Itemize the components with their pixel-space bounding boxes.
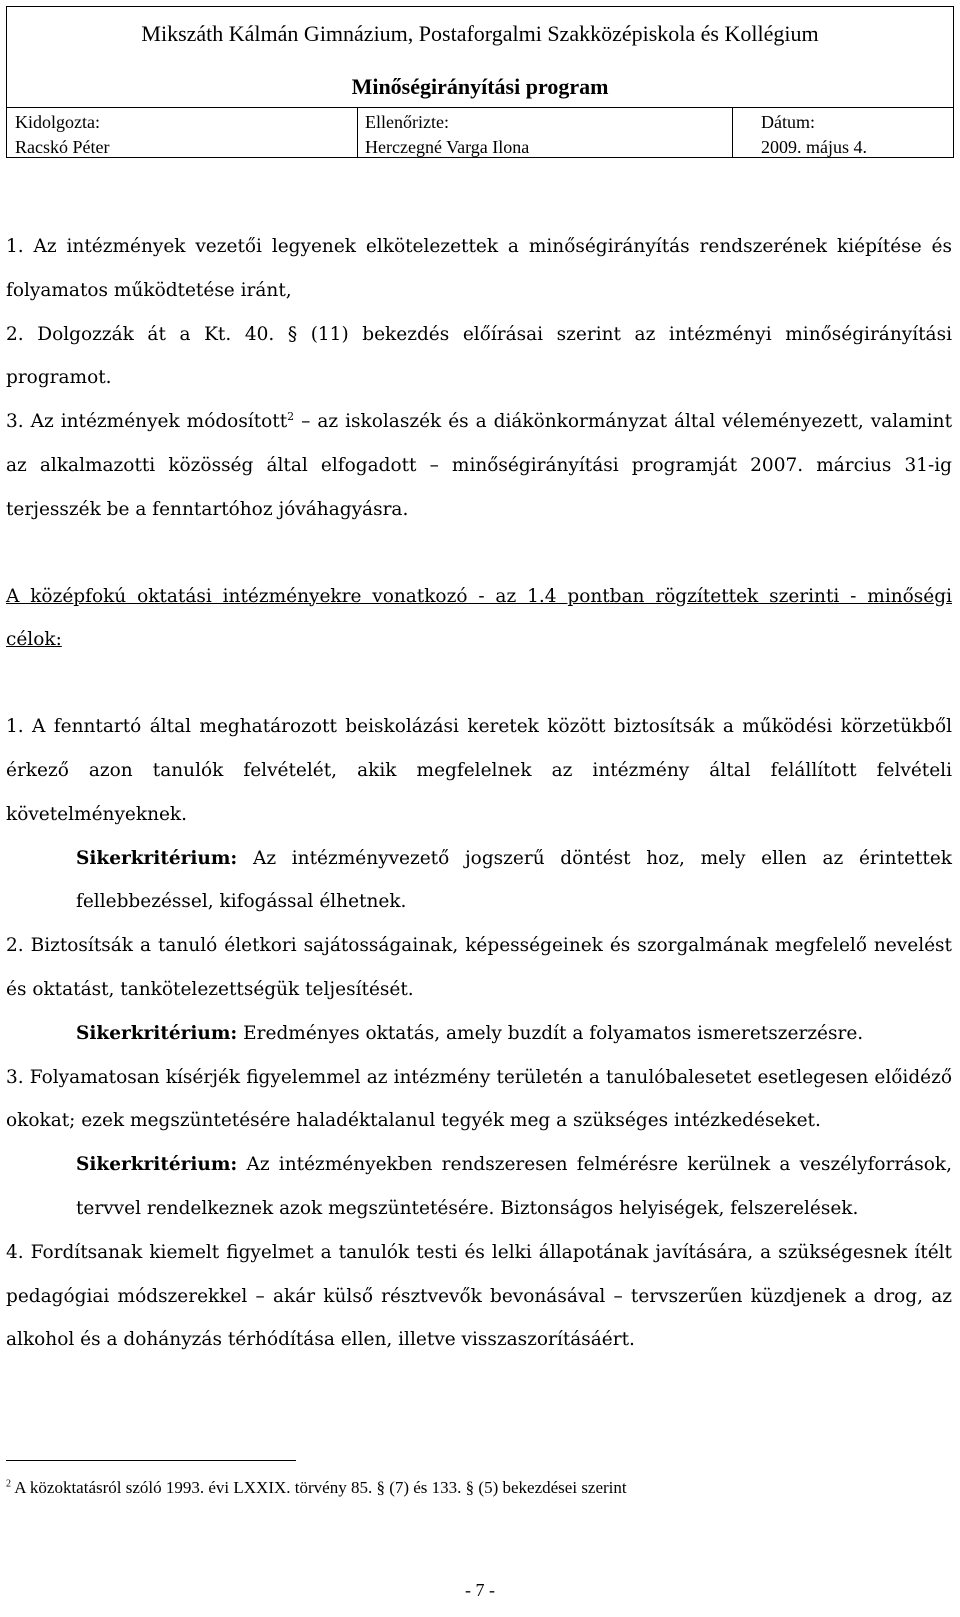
goal-4: 4. Fordítsanak kiemelt figyelmet a tanulók testi és lelki állapotának javítására, a szükségesnek ítélt pedagógiai módszerekkel – akár külső résztvevők bevonásával – tervszerűen küzdjenek a drog, az alkohol és a dohányzás térhódítása ellen, illetve visszaszorításáért. — [6, 1241, 952, 1351]
document-title: Minőségirányítási program — [351, 74, 609, 99]
criterion-label: Sikerkritérium: — [76, 847, 238, 869]
footnote-separator — [6, 1460, 296, 1461]
page-number: - 7 - — [465, 1580, 495, 1600]
criterion-label: Sikerkritérium: — [76, 1154, 238, 1176]
author-cell — [15, 108, 355, 158]
document-header — [6, 6, 954, 158]
goal-3-criterion — [6, 1143, 952, 1231]
paragraph-3 — [6, 400, 952, 531]
author-label: Kidolgozta: — [15, 112, 100, 132]
paragraph-2: 2. Dolgozzák át a Kt. 40. § (11) bekezdés előírásai szerint az intézményi minőségirányítási programot. — [6, 323, 952, 389]
criterion-text: Az intézményvezető jogszerű döntést hoz, mely ellen az érintettek fellebbezéssel, kifogással élhetnek. — [76, 847, 952, 913]
author-value: Racskó Péter — [15, 137, 110, 157]
school-name: Mikszáth Kálmán Gimnázium, Postaforgalmi Szakközépiskola és Kollégium — [141, 21, 819, 46]
reviewer-label: Ellenőrizte: — [365, 112, 449, 132]
criterion-text: Az intézményekben rendszeresen felmérésre kerülnek a veszélyforrások, tervvel rendelkeznek azok megszüntetésére. Biztonságos helyiségek, felszerelések. — [76, 1154, 952, 1219]
criterion-label: Sikerkritérium: — [76, 1022, 238, 1044]
date-cell — [739, 108, 949, 158]
reviewer-cell — [365, 108, 725, 158]
date-value: 2009. május 4. — [761, 137, 867, 157]
goal-3: 3. Folyamatosan kísérjék figyelemmel az intézmény területén a tanulóbalesetet esetlegesen előidéző okokat; ezek megszüntetésére haladéktalanul tegyék meg a szükséges intézkedéseket. — [6, 1066, 952, 1132]
document-body — [6, 225, 952, 1362]
footnote-ref: 2 — [287, 410, 295, 424]
goal-2: 2. Biztosítsák a tanuló életkori sajátosságainak, képességeinek és szorgalmának megfelelő nevelést és oktatást, tankötelezettségük teljesítését. — [6, 935, 952, 1000]
divider — [357, 108, 358, 158]
divider — [732, 108, 733, 158]
section-heading: A középfokú oktatási intézményekre vonatkozó - az 1.4 pontban rögzítettek szerinti - minőségi célok: — [6, 585, 952, 651]
reviewer-value: Herczegné Varga Ilona — [365, 137, 530, 157]
paragraph-1: 1. Az intézmények vezetői legyenek elkötelezettek a minőségirányítás rendszerének kiépítése és folyamatos működtetése iránt, — [6, 236, 952, 301]
footnote — [6, 1478, 627, 1498]
header-info-row — [7, 107, 953, 158]
paragraph-3-rest: – az iskolaszék és a diákönkormányzat által véleményezett, valamint az alkalmazotti közösség által elfogadott – minőségirányítási programját 2007. március 31-ig terjesszék be a fenntartóhoz jóváhagyásra. — [6, 411, 953, 520]
date-label: Dátum: — [761, 112, 815, 132]
goal-1: 1. A fenntartó által meghatározott beiskolázási keretek között biztosítsák a működési körzetükből érkező azon tanulók felvételét, akik megfelelnek az intézmény által felállított felvételi követelményeknek. — [6, 716, 952, 825]
footnote-text: A közoktatásról szóló 1993. évi LXXIX. törvény 85. § (7) és 133. § (5) bekezdései szerint — [11, 1478, 627, 1497]
criterion-text: Eredményes oktatás, amely buzdít a folyamatos ismeretszerzésre. — [237, 1022, 864, 1044]
goal-1-criterion — [6, 837, 952, 925]
goal-2-criterion — [6, 1012, 952, 1056]
paragraph-3-start: 3. Az intézmények módosított — [6, 411, 288, 433]
footnote-mark: 2 — [6, 1478, 11, 1490]
